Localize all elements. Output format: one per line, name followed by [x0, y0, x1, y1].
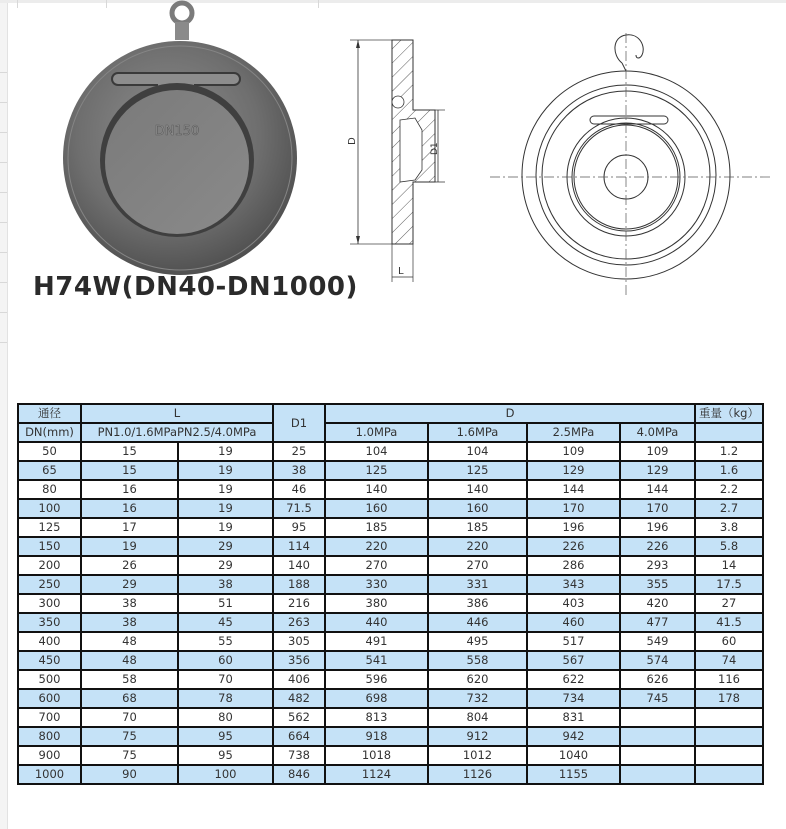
front-view-drawing [480, 25, 780, 300]
table-row [18, 651, 763, 670]
cell-weight: 178 [695, 689, 763, 708]
cell-d-1-6mpa: 804 [428, 708, 527, 727]
cell-d1: 305 [273, 632, 325, 651]
spec-table [17, 403, 764, 785]
cell-d-1-6mpa: 160 [428, 499, 527, 518]
cell-d-4-0mpa: 129 [620, 461, 695, 480]
cell-d-2-5mpa: 517 [527, 632, 620, 651]
cell-d-1-0mpa: 125 [325, 461, 428, 480]
table-row [18, 480, 763, 499]
lifting-eye-icon [172, 3, 192, 40]
cell-l-pn40: 19 [178, 442, 273, 461]
table-row [18, 613, 763, 632]
valve-photo [50, 0, 310, 275]
cell-l-pn40: 29 [178, 556, 273, 575]
cell-l-pn16: 26 [81, 556, 178, 575]
cell-d-1-0mpa: 918 [325, 727, 428, 746]
cell-d-1-0mpa: 491 [325, 632, 428, 651]
cell-d-4-0mpa [620, 727, 695, 746]
cell-d-1-6mpa: 104 [428, 442, 527, 461]
cell-d-2-5mpa: 170 [527, 499, 620, 518]
cell-d-2-5mpa: 460 [527, 613, 620, 632]
cell-weight: 60 [695, 632, 763, 651]
cell-d-4-0mpa [620, 765, 695, 784]
cell-weight: 14 [695, 556, 763, 575]
dimension-d1-label: D1 [430, 142, 440, 155]
cell-dn: 125 [18, 518, 81, 537]
cell-d1: 114 [273, 537, 325, 556]
cell-d1: 38 [273, 461, 325, 480]
cell-d-1-6mpa: 446 [428, 613, 527, 632]
cell-d-1-6mpa: 912 [428, 727, 527, 746]
cell-d-1-6mpa: 270 [428, 556, 527, 575]
cell-d-4-0mpa: 144 [620, 480, 695, 499]
cell-d-1-6mpa: 1126 [428, 765, 527, 784]
cell-l-pn40: 45 [178, 613, 273, 632]
cell-d-1-0mpa: 220 [325, 537, 428, 556]
table-row [18, 499, 763, 518]
cell-d-1-6mpa: 125 [428, 461, 527, 480]
table-row [18, 670, 763, 689]
cell-d-1-6mpa: 140 [428, 480, 527, 499]
cell-dn: 350 [18, 613, 81, 632]
cell-dn: 400 [18, 632, 81, 651]
header-d-1-0mpa: 1.0MPa [325, 423, 428, 442]
header-dn-top: 通径 [18, 404, 81, 423]
cell-d-1-0mpa: 185 [325, 518, 428, 537]
cell-d-4-0mpa: 196 [620, 518, 695, 537]
cell-weight: 1.6 [695, 461, 763, 480]
cell-l-pn40: 51 [178, 594, 273, 613]
cell-l-pn16: 17 [81, 518, 178, 537]
cell-d-4-0mpa: 170 [620, 499, 695, 518]
cell-l-pn40: 19 [178, 518, 273, 537]
cell-d-4-0mpa: 745 [620, 689, 695, 708]
cell-weight: 41.5 [695, 613, 763, 632]
table-row [18, 727, 763, 746]
cell-d-2-5mpa: 622 [527, 670, 620, 689]
cell-d-2-5mpa: 196 [527, 518, 620, 537]
header-d-1-6mpa: 1.6MPa [428, 423, 527, 442]
cell-dn: 50 [18, 442, 81, 461]
cell-dn: 900 [18, 746, 81, 765]
cell-d-1-6mpa: 220 [428, 537, 527, 556]
cell-l-pn16: 16 [81, 499, 178, 518]
cell-weight: 5.8 [695, 537, 763, 556]
cell-d-4-0mpa: 626 [620, 670, 695, 689]
cell-weight [695, 746, 763, 765]
cell-d-4-0mpa [620, 708, 695, 727]
cell-l-pn40: 95 [178, 746, 273, 765]
cell-d-1-0mpa: 270 [325, 556, 428, 575]
cell-l-pn16: 75 [81, 727, 178, 746]
cell-d-1-0mpa: 541 [325, 651, 428, 670]
cell-l-pn40: 70 [178, 670, 273, 689]
cell-d-1-0mpa: 1018 [325, 746, 428, 765]
cell-l-pn40: 100 [178, 765, 273, 784]
hook-icon [615, 35, 643, 63]
table-row [18, 461, 763, 480]
cell-d-2-5mpa: 343 [527, 575, 620, 594]
cell-d-1-0mpa: 596 [325, 670, 428, 689]
product-title: H74W(DN40-DN1000) [33, 272, 358, 302]
cell-l-pn16: 75 [81, 746, 178, 765]
cell-d-1-0mpa: 380 [325, 594, 428, 613]
cell-d-2-5mpa: 144 [527, 480, 620, 499]
dimension-d-label: D [347, 137, 358, 145]
cell-l-pn40: 95 [178, 727, 273, 746]
cell-dn: 65 [18, 461, 81, 480]
cell-d-1-6mpa: 185 [428, 518, 527, 537]
cell-weight: 3.8 [695, 518, 763, 537]
cell-d-1-6mpa: 1012 [428, 746, 527, 765]
cell-d1: 25 [273, 442, 325, 461]
table-row [18, 556, 763, 575]
cell-dn: 80 [18, 480, 81, 499]
cell-l-pn40: 60 [178, 651, 273, 670]
cell-d-1-6mpa: 620 [428, 670, 527, 689]
cell-l-pn40: 55 [178, 632, 273, 651]
cell-l-pn16: 68 [81, 689, 178, 708]
header-l-pressure: PN1.0/1.6MPaPN2.5/4.0MPa [81, 423, 273, 442]
table-row [18, 632, 763, 651]
cell-l-pn16: 38 [81, 613, 178, 632]
cell-l-pn16: 29 [81, 575, 178, 594]
header-d-2-5mpa: 2.5MPa [527, 423, 620, 442]
cell-weight: 2.7 [695, 499, 763, 518]
cell-d1: 95 [273, 518, 325, 537]
cell-d1: 664 [273, 727, 325, 746]
cell-d-1-6mpa: 732 [428, 689, 527, 708]
cell-d1: 562 [273, 708, 325, 727]
cell-d-1-0mpa: 440 [325, 613, 428, 632]
cell-d-2-5mpa: 286 [527, 556, 620, 575]
cell-l-pn16: 48 [81, 632, 178, 651]
cell-d-1-6mpa: 558 [428, 651, 527, 670]
cell-d-4-0mpa: 477 [620, 613, 695, 632]
cell-dn: 500 [18, 670, 81, 689]
cell-dn: 100 [18, 499, 81, 518]
cell-l-pn40: 78 [178, 689, 273, 708]
header-l-group: L [81, 404, 273, 423]
cell-d-4-0mpa: 355 [620, 575, 695, 594]
cell-d-1-6mpa: 331 [428, 575, 527, 594]
cell-d-2-5mpa: 109 [527, 442, 620, 461]
cell-l-pn16: 16 [81, 480, 178, 499]
cell-d1: 71.5 [273, 499, 325, 518]
table-row [18, 765, 763, 784]
cell-d1: 846 [273, 765, 325, 784]
cell-d-2-5mpa: 831 [527, 708, 620, 727]
table-row [18, 689, 763, 708]
header-d-4-0mpa: 4.0MPa [620, 423, 695, 442]
cell-dn: 600 [18, 689, 81, 708]
header-d-group: D [325, 404, 695, 423]
cell-d1: 140 [273, 556, 325, 575]
cell-d-2-5mpa: 403 [527, 594, 620, 613]
cell-d-4-0mpa [620, 746, 695, 765]
cell-d-1-0mpa: 698 [325, 689, 428, 708]
disc-size-label: DN150 [154, 124, 200, 139]
header-dn-bottom: DN(mm) [18, 423, 81, 442]
cell-d-1-0mpa: 140 [325, 480, 428, 499]
cell-d-2-5mpa: 734 [527, 689, 620, 708]
cell-l-pn40: 80 [178, 708, 273, 727]
cell-d-2-5mpa: 1040 [527, 746, 620, 765]
cell-l-pn16: 15 [81, 442, 178, 461]
cell-d-1-6mpa: 495 [428, 632, 527, 651]
header-row-1 [18, 404, 763, 423]
cell-weight: 17.5 [695, 575, 763, 594]
cell-l-pn16: 58 [81, 670, 178, 689]
cell-d-4-0mpa: 420 [620, 594, 695, 613]
cell-weight [695, 708, 763, 727]
cell-d-1-0mpa: 160 [325, 499, 428, 518]
table-row [18, 537, 763, 556]
cell-l-pn40: 19 [178, 480, 273, 499]
cell-l-pn16: 48 [81, 651, 178, 670]
header-weight-blank [695, 423, 763, 442]
cell-dn: 700 [18, 708, 81, 727]
cell-d-4-0mpa: 549 [620, 632, 695, 651]
cell-dn: 250 [18, 575, 81, 594]
table-row [18, 518, 763, 537]
table-row [18, 746, 763, 765]
header-d1: D1 [273, 404, 325, 442]
cell-d-4-0mpa: 293 [620, 556, 695, 575]
cell-d-4-0mpa: 109 [620, 442, 695, 461]
cell-weight [695, 765, 763, 784]
cell-d-1-6mpa: 386 [428, 594, 527, 613]
cell-d-2-5mpa: 942 [527, 727, 620, 746]
cell-d1: 738 [273, 746, 325, 765]
cell-d-2-5mpa: 1155 [527, 765, 620, 784]
header-row-2 [18, 423, 763, 442]
cell-l-pn40: 38 [178, 575, 273, 594]
cell-d-1-0mpa: 1124 [325, 765, 428, 784]
cell-d1: 356 [273, 651, 325, 670]
cell-weight: 1.2 [695, 442, 763, 461]
cell-d-1-0mpa: 104 [325, 442, 428, 461]
dimension-l-label: L [398, 266, 404, 277]
cell-d1: 216 [273, 594, 325, 613]
cell-d1: 263 [273, 613, 325, 632]
header-weight: 重量（kg） [695, 404, 763, 423]
cell-dn: 200 [18, 556, 81, 575]
cell-l-pn16: 70 [81, 708, 178, 727]
cell-d-2-5mpa: 226 [527, 537, 620, 556]
cell-dn: 450 [18, 651, 81, 670]
cell-l-pn16: 19 [81, 537, 178, 556]
table-row [18, 575, 763, 594]
cell-l-pn16: 38 [81, 594, 178, 613]
cell-d-2-5mpa: 567 [527, 651, 620, 670]
cell-d1: 482 [273, 689, 325, 708]
cell-l-pn16: 90 [81, 765, 178, 784]
cell-d-2-5mpa: 129 [527, 461, 620, 480]
cell-dn: 150 [18, 537, 81, 556]
cell-d-1-0mpa: 813 [325, 708, 428, 727]
cell-weight: 2.2 [695, 480, 763, 499]
cell-d-1-0mpa: 330 [325, 575, 428, 594]
cell-dn: 300 [18, 594, 81, 613]
table-row [18, 442, 763, 461]
cell-d-4-0mpa: 574 [620, 651, 695, 670]
cell-l-pn40: 19 [178, 461, 273, 480]
table-row [18, 594, 763, 613]
cell-l-pn16: 15 [81, 461, 178, 480]
cell-weight: 27 [695, 594, 763, 613]
cell-d1: 188 [273, 575, 325, 594]
cell-d1: 406 [273, 670, 325, 689]
cell-weight: 74 [695, 651, 763, 670]
cell-d1: 46 [273, 480, 325, 499]
cell-weight [695, 727, 763, 746]
table-row [18, 708, 763, 727]
cell-l-pn40: 19 [178, 499, 273, 518]
cell-d-4-0mpa: 226 [620, 537, 695, 556]
cell-dn: 800 [18, 727, 81, 746]
cell-l-pn40: 29 [178, 537, 273, 556]
cell-weight: 116 [695, 670, 763, 689]
cell-dn: 1000 [18, 765, 81, 784]
section-drawing [340, 30, 460, 290]
